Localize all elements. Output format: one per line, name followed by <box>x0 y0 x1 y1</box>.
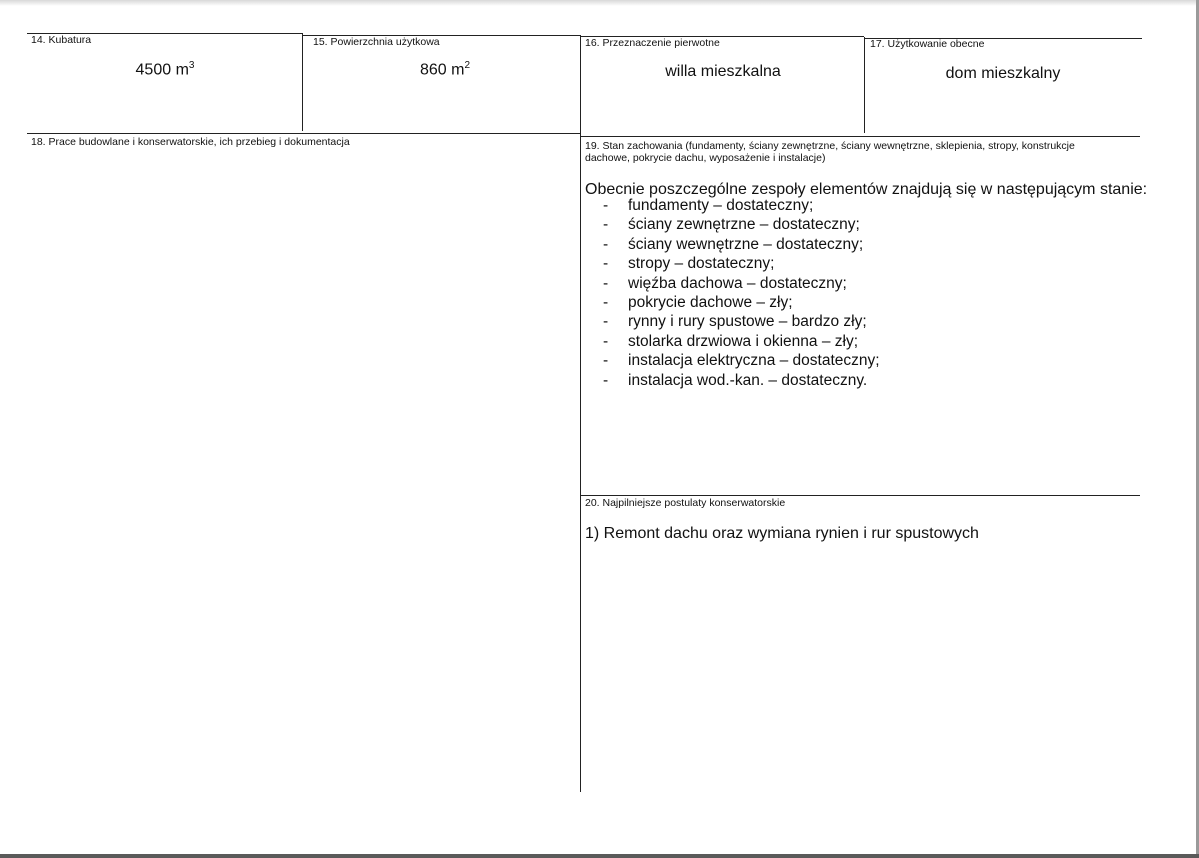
field-17-label: 17. Użytkowanie obecne <box>870 38 985 50</box>
field-14-exponent: 3 <box>188 60 195 71</box>
field-19-condition-list <box>600 196 880 390</box>
condition-text: rynny i rury spustowe – bardzo zły; <box>628 313 867 331</box>
condition-item <box>600 293 880 312</box>
dash-marker: - <box>603 235 609 253</box>
field-14-value <box>100 60 230 79</box>
condition-item <box>600 371 880 390</box>
dash-marker: - <box>603 352 609 370</box>
rule-row3-top <box>580 495 1140 496</box>
field-14-label: 14. Kubatura <box>31 34 92 46</box>
condition-text: pokrycie dachowe – zły; <box>628 293 793 311</box>
field-20-text: 1) Remont dachu oraz wymiana rynien i rur spustowych <box>585 525 979 542</box>
condition-text: ściany wewnętrzne – dostateczny; <box>628 235 864 253</box>
condition-text: więźba dachowa – dostateczny; <box>628 274 847 292</box>
field-19-label: 19. Stan zachowania (fundamenty, ściany zewnętrzne, ściany wewnętrzne, sklepienia, stropy, konstrukcje dachowe, pokrycie dachu, wyposażenie i instalacje) <box>585 140 1075 164</box>
dash-marker: - <box>603 332 609 350</box>
rule-row2-top-left <box>27 133 580 134</box>
condition-item <box>600 215 880 234</box>
dash-marker: - <box>603 274 609 292</box>
condition-item <box>600 235 880 254</box>
condition-text: ściany zewnętrzne – dostateczny; <box>628 216 860 234</box>
condition-item <box>600 254 880 273</box>
condition-text: instalacja elektryczna – dostateczny; <box>628 352 880 370</box>
condition-item <box>600 312 880 331</box>
condition-item <box>600 351 880 370</box>
field-18-label: 18. Prace budowlane i konserwatorskie, ich przebieg i dokumentacja <box>31 136 350 148</box>
field-17-value: dom mieszkalny <box>945 65 1061 82</box>
dash-marker: - <box>603 313 609 331</box>
rule-col1 <box>302 33 303 131</box>
condition-item <box>600 274 880 293</box>
condition-text: fundamenty – dostateczny; <box>628 197 814 214</box>
condition-text: instalacja wod.-kan. – dostateczny. <box>628 371 868 389</box>
field-15-value <box>380 60 510 79</box>
field-15-label: 15. Powierzchnia użytkowa <box>313 36 440 48</box>
field-15-exponent: 2 <box>464 60 471 71</box>
condition-item <box>600 332 880 351</box>
dash-marker: - <box>603 293 609 311</box>
rule-col2 <box>580 35 581 792</box>
rule-col3 <box>864 37 865 133</box>
scan-edge-bottom <box>0 854 1199 858</box>
field-14-number: 4500 m <box>135 61 189 79</box>
dash-marker: - <box>603 255 609 273</box>
dash-marker: - <box>603 371 609 389</box>
scan-edge-top <box>0 0 1199 6</box>
condition-text: stropy – dostateczny; <box>628 255 775 273</box>
condition-text: stolarka drzwiowa i okienna – zły; <box>628 332 859 350</box>
field-16-value: willa mieszkalna <box>665 63 781 80</box>
dash-marker: - <box>603 216 609 234</box>
field-16-label: 16. Przeznaczenie pierwotne <box>585 37 720 49</box>
field-15-number: 860 m <box>419 61 465 79</box>
field-19-intro: Obecnie poszczególne zespoły elementów znajdują się w następującym stanie: <box>585 181 1148 198</box>
dash-marker: - <box>603 197 609 214</box>
rule-row2-top-right <box>580 136 1140 137</box>
field-20-label: 20. Najpilniejsze postulaty konserwatorskie <box>585 497 786 509</box>
condition-item <box>600 196 880 215</box>
